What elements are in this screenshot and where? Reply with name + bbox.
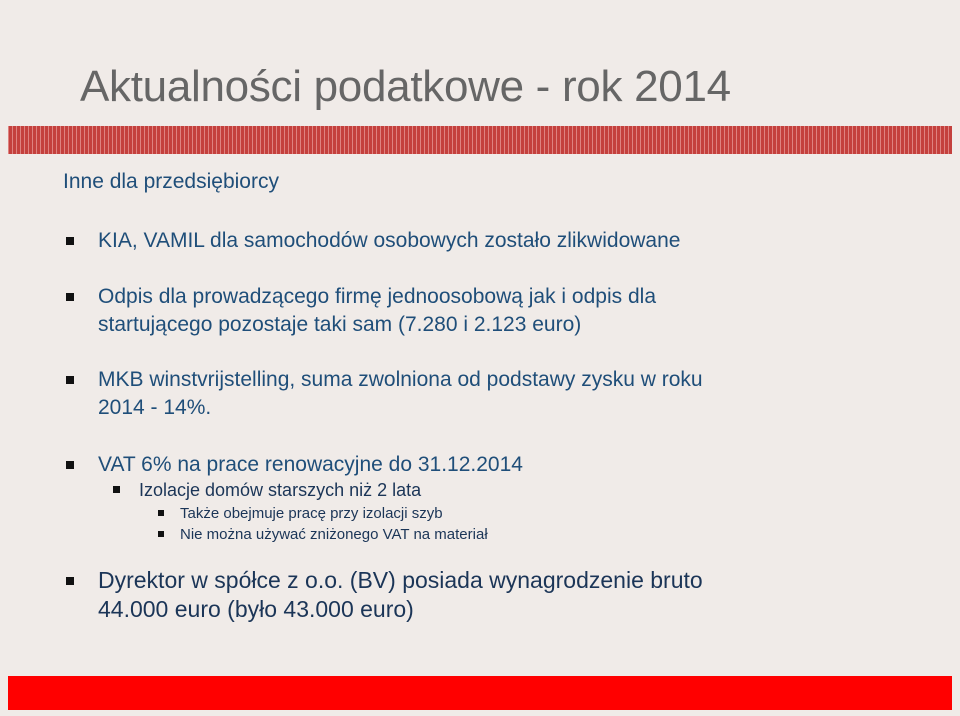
bullet-dyrektor: [98, 567, 703, 595]
bullet-vat: [98, 452, 523, 477]
subbullet-material: [180, 526, 488, 544]
square-bullet-icon: [66, 293, 74, 301]
bullet-odpis: [98, 284, 656, 309]
bullet-dyrektor-continued: [98, 596, 414, 624]
square-bullet-icon: [66, 376, 74, 384]
square-bullet-icon: [66, 237, 74, 245]
square-bullet-icon: [158, 531, 164, 537]
section-subheading: Inne dla przedsiębiorcy: [63, 170, 279, 193]
bullet-text: Odpis dla prowadzącego firmę jednoosobową jak i odpis dla: [98, 285, 656, 308]
bullet-text: Nie można używać zniżonego VAT na materiał: [180, 526, 488, 543]
footer-bar: [8, 676, 952, 710]
bullet-mkb-continued: [98, 395, 211, 420]
square-bullet-icon: [158, 510, 164, 516]
bullet-text: KIA, VAMIL dla samochodów osobowych zostało zlikwidowane: [98, 229, 681, 252]
bullet-text: Izolacje domów starszych niż 2 lata: [139, 480, 422, 500]
square-bullet-icon: [113, 486, 120, 493]
bullet-text: Także obejmuje pracę przy izolacji szyb: [180, 505, 443, 522]
bullet-text: Dyrektor w spółce z o.o. (BV) posiada wynagrodzenie bruto: [98, 567, 703, 593]
bullet-text: 44.000 euro (było 43.000 euro): [98, 596, 414, 622]
subbullet-izolacje: [139, 480, 421, 502]
slide-title: Aktualności podatkowe - rok 2014: [80, 62, 731, 111]
bullet-text: 2014 - 14%.: [98, 396, 212, 419]
bullet-mkb: [98, 367, 703, 392]
title-divider-bar: [8, 126, 952, 154]
subbullet-szyby: [180, 505, 443, 523]
bullet-text: MKB winstvrijstelling, suma zwolniona od podstawy zysku w roku: [98, 368, 703, 391]
square-bullet-icon: [66, 461, 74, 469]
bullet-text: startującego pozostaje taki sam (7.280 i 2.123 euro): [98, 313, 582, 336]
bullet-kia-vamil: [98, 228, 680, 253]
square-bullet-icon: [66, 577, 74, 585]
bullet-text: VAT 6% na prace renowacyjne do 31.12.2014: [98, 453, 523, 476]
bullet-odpis-continued: [98, 312, 581, 337]
